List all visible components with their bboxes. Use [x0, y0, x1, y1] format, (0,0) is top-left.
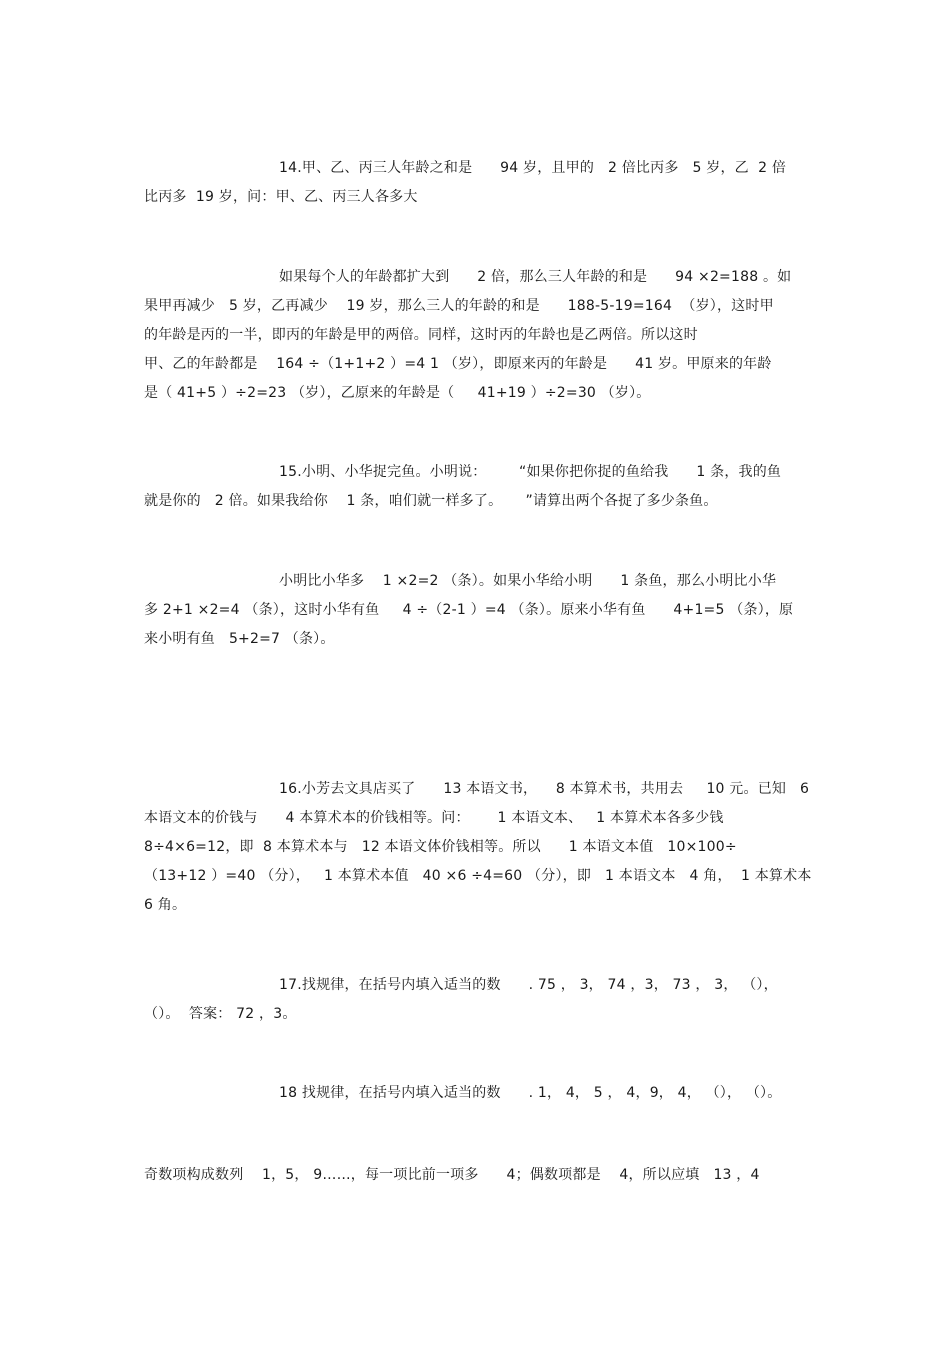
problem-17-line-2: （）。 答案： 72 ，3。: [144, 1006, 297, 1022]
solution-14-line-4: 甲、乙的年龄都是 164 ÷（1+1+2 ）=4 1 （岁），即原来丙的年龄是 41 岁。甲原来的年龄: [144, 356, 772, 372]
solution-16-line-1: 8÷4×6=12，即 8 本算术本与 12 本语文体价钱相等。所以 1 本语文本值 10×100÷: [144, 839, 737, 855]
problem-16-line-2: 本语文本的价钱与 4 本算术本的价钱相等。问： 1 本语文本、 1 本算术本各多少钱: [144, 810, 724, 826]
problem-14-line-2: 比丙多 19 岁，问：甲、乙、丙三人各多大: [144, 189, 418, 205]
solution-14-line-3: 的年龄是丙的一半，即丙的年龄是甲的两倍。同样，这时丙的年龄也是乙两倍。所以这时: [144, 327, 698, 343]
solution-15-line-2: 多 2+1 ×2=4 （条），这时小华有鱼 4 ÷（2-1 ）=4 （条）。原来小华有鱼 4+1=5 （条），原: [144, 602, 794, 618]
problem-16-line-1: 16.小芳去文具店买了 13 本语文书， 8 本算术书，共用去 10 元。已知 6: [279, 781, 810, 797]
solution-16-line-3: 6 角。: [144, 897, 187, 913]
solution-15-line-3: 来小明有鱼 5+2=7 （条）。: [144, 631, 335, 647]
solution-18-line-1: 奇数项构成数列 1，5， 9……，每一项比前一项多 4；偶数项都是 4，所以应填 13 ，4: [144, 1167, 760, 1183]
problem-15-line-1: 15.小明、小华捉完鱼。小明说： “如果你把你捉的鱼给我 1 条，我的鱼: [279, 464, 782, 480]
solution-15-line-1: 小明比小华多 1 ×2=2 （条）。如果小华给小明 1 条鱼，那么小明比小华: [279, 573, 777, 589]
problem-15-line-2: 就是你的 2 倍。如果我给你 1 条，咱们就一样多了。 ”请算出两个各捉了多少条鱼。: [144, 493, 718, 509]
problem-17-line-1: 17.找规律，在括号内填入适当的数 . 75 ， 3， 74 ，3， 73 ， 3， （），: [279, 977, 778, 993]
solution-14-line-2: 果甲再减少 5 岁，乙再减少 19 岁，那么三人的年龄的和是 188-5-19=164 （岁），这时甲: [144, 298, 774, 314]
solution-16-line-2: （13+12 ）=40 （分）， 1 本算术本值 40 ×6 ÷4=60 （分），即 1 本语文本 4 角， 1 本算术本: [144, 868, 812, 884]
problem-14-line-1: 14.甲、乙、丙三人年龄之和是 94 岁，且甲的 2 倍比丙多 5 岁，乙 2 倍: [279, 160, 787, 176]
solution-14-line-1: 如果每个人的年龄都扩大到 2 倍，那么三人年龄的和是 94 ×2=188 。如: [279, 269, 792, 285]
solution-14-line-5: 是（ 41+5 ）÷2=23 （岁），乙原来的年龄是（ 41+19 ）÷2=30 （岁）。: [144, 385, 651, 401]
problem-18-line-1: 18 找规律，在括号内填入适当的数 . 1， 4， 5 ， 4，9， 4， （）， （）。: [279, 1085, 782, 1101]
